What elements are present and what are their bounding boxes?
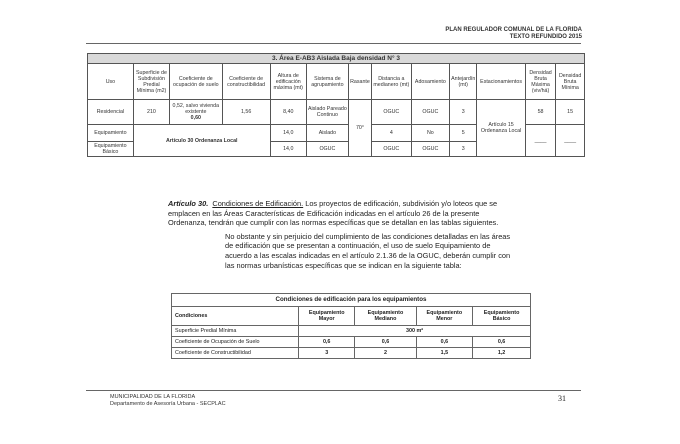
equipamiento-header-row (172, 307, 531, 326)
header-line-2: TEXTO REFUNDIDO 2015 (509, 34, 582, 40)
cell-altura: 14,0 (270, 125, 306, 142)
area-table-title: 3. Área E-AB3 Aislada Baja densidad N° 3 (88, 54, 585, 64)
cell-densidad-min: ____ (556, 125, 585, 157)
article-label: Artículo 30. (168, 199, 209, 208)
cell-distancia: 4 (371, 125, 411, 142)
col-densidad-max: Densidad Bruta Máxima (viv/há) (525, 64, 555, 100)
col-antejardin: Antejardín (mt) (450, 64, 477, 100)
header-line-1: PLAN REGULADOR COMUNAL DE LA FLORIDA (445, 27, 582, 33)
cell-densidad-max: ____ (525, 125, 555, 157)
cell-adosamiento: OGUC (411, 142, 449, 157)
article-title: Condiciones de Edificación. (212, 199, 304, 208)
table-row (172, 348, 531, 359)
table-row (88, 100, 585, 125)
header-rule (86, 43, 581, 44)
cell-value: 2 (355, 348, 416, 359)
page-header (445, 27, 582, 41)
equipamiento-table-title: Condiciones de edificación para los equipamientos (172, 294, 531, 307)
cell-altura: 8,40 (270, 100, 306, 125)
equipamiento-table (171, 293, 531, 359)
cell-constructibilidad: 1,56 (222, 100, 270, 125)
col-sistema: Sistema de agrupamiento (306, 64, 348, 100)
cell-antejardin: 3 (450, 142, 477, 157)
footer-line-2: Departamento de Asesoría Urbana - SECPLAC (110, 401, 226, 407)
article-p1-text: Los proyectos de edificación, subdivisión y/o loteos que se emplacen en las Áreas Características de Edificación indicadas en el artículo 26 de la presente Ordenanza, tendrán que cumplir con las normas específicas que se detallan en las tablas siguientes. (168, 199, 499, 228)
col-uso: Uso (88, 64, 134, 100)
cell-antejardin: 3 (450, 100, 477, 125)
cell-adosamiento: OGUC (411, 100, 449, 125)
cell-sistema: Aislado Pareado Continuo (306, 100, 348, 125)
cell-value: 0,6 (355, 337, 416, 348)
cell-value: 0,6 (473, 337, 531, 348)
cell-rasante: 70° (349, 100, 372, 157)
cell-ocupacion (170, 100, 222, 125)
cell-estacionamientos: Artículo 15 Ordenanza Local (477, 100, 526, 157)
cell-adosamiento: No (411, 125, 449, 142)
cell-uso: Equipamiento (88, 125, 134, 142)
col-condiciones: Condiciones (172, 307, 299, 326)
table-row (172, 326, 531, 337)
col-adosamiento: Adosamiento (411, 64, 449, 100)
cell-ocupacion-value: 0,60 (190, 115, 201, 121)
col-distancia: Distancia a medianero (mt) (371, 64, 411, 100)
cell-distancia: OGUC (371, 100, 411, 125)
cell-altura: 14,0 (270, 142, 306, 157)
cell-ocupacion-text: 0,52, salvo vivienda existente (172, 103, 220, 115)
cell-value: 0,6 (299, 337, 355, 348)
cell-value: 0,6 (416, 337, 473, 348)
row-label: Superficie Predial Mínima (172, 326, 299, 337)
cell-merged-superficie: 300 m² (299, 326, 531, 337)
cell-sistema: OGUC (306, 142, 348, 157)
page-footer (110, 394, 226, 408)
table-row (172, 337, 531, 348)
cell-value: 1,5 (416, 348, 473, 359)
col-superficie: Superficie de Subdivisión Predial Mínima (m2) (133, 64, 169, 100)
cell-value: 1,2 (473, 348, 531, 359)
cell-distancia: OGUC (371, 142, 411, 157)
footer-line-1: MUNICIPALIDAD DE LA FLORIDA (110, 394, 196, 400)
col-altura: Altura de edificación máxima (mt) (270, 64, 306, 100)
row-label: Coeficiente de Constructibilidad (172, 348, 299, 359)
col-ocupacion: Coeficiente de ocupación de suelo (170, 64, 222, 100)
col-equip-mediano: Equipamiento Mediano (355, 307, 416, 326)
cell-antejardin: 5 (450, 125, 477, 142)
col-equip-menor: Equipamiento Menor (416, 307, 473, 326)
col-equip-mayor: Equipamiento Mayor (299, 307, 355, 326)
col-constructibilidad: Coeficiente de constructibilidad (222, 64, 270, 100)
col-densidad-min: Densidad Bruta Mínima (556, 64, 585, 100)
article-30 (168, 199, 513, 274)
row-label: Coeficiente de Ocupación de Suelo (172, 337, 299, 348)
article-paragraph-2: No obstante y sin perjuicio del cumplimiento de las condiciones detalladas en las áreas de edificación que se presentan a continuación, el uso de suelo Equipamiento de acuerdo a las escalas indicadas en el artículo 2.1.36 de la OGUC, deberán cumplir con las normas urbanísticas específicas que se indican en la siguiente tabla: (225, 231, 511, 270)
area-table-header-row (88, 64, 585, 100)
cell-superficie: 210 (133, 100, 169, 125)
page-number: 31 (558, 394, 566, 403)
cell-merged-articulo: Artículo 30 Ordenanza Local (133, 125, 270, 157)
footer-rule (86, 390, 581, 391)
cell-densidad-min: 15 (556, 100, 585, 125)
col-equip-basico: Equipamiento Básico (473, 307, 531, 326)
cell-value: 3 (299, 348, 355, 359)
cell-uso: Residencial (88, 100, 134, 125)
area-table (87, 53, 585, 157)
col-rasante: Rasante (349, 64, 372, 100)
article-paragraph-1 (168, 199, 513, 228)
cell-densidad-max: 58 (525, 100, 555, 125)
cell-uso: Equipamiento Básico (88, 142, 134, 157)
cell-sistema: Aislado (306, 125, 348, 142)
col-estacionamientos: Estacionamientos (477, 64, 526, 100)
